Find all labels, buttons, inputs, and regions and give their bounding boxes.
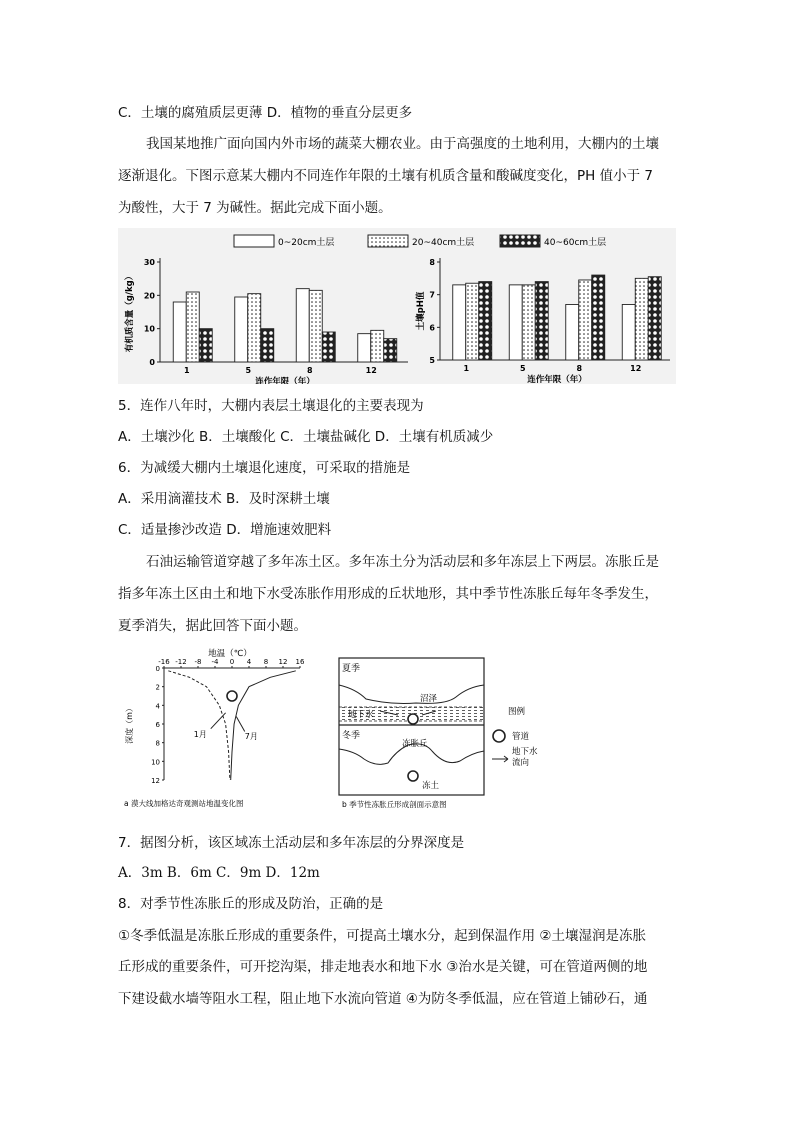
ground-temp-x-tick-label: 8 (263, 658, 269, 666)
figure-soil-charts (118, 228, 676, 384)
ground-temp-pipe-icon (227, 691, 237, 701)
ground-temp-leader-jan (211, 713, 226, 729)
ph-chart-bar (479, 282, 492, 360)
ph-chart-bar (522, 285, 535, 360)
legend-label-20-40: 20~40cm土层 (412, 238, 475, 248)
question-8-line-2: 丘形成的重要条件，可开挖沟渠，排走地表水和地下水 ③治水是关键，可在管道两侧的地 (118, 959, 648, 975)
ground-temp-x-tick-label: -4 (211, 658, 219, 666)
organic-chart-bar (384, 339, 397, 362)
ph-chart-bar (592, 275, 605, 360)
ground-temp-x-tick-label: 16 (295, 658, 305, 666)
legend-flow-label-1: 地下水 (512, 747, 538, 757)
ground-temp-y-tick-label: 10 (151, 758, 160, 767)
ph-chart-bar (453, 285, 466, 360)
ph-chart-x-tick-label: 8 (576, 364, 583, 373)
organic-chart-bar (248, 294, 261, 362)
organic-chart-bar (199, 329, 212, 362)
question-6-options-cd: C．适量掺沙改造 D．增施速效肥料 (118, 522, 332, 538)
organic-chart-y-tick-label: 20 (143, 291, 155, 301)
ground-temp-chart (124, 648, 305, 808)
ph-chart-bar (635, 278, 648, 360)
organic-chart-y-tick-label: 30 (143, 258, 155, 267)
legend-swatch-0-20 (234, 235, 274, 247)
passage-2-line-3: 夏季消失，据此回答下面小题。 (118, 618, 307, 634)
question-5-options: A．土壤沙化 B．土壤酸化 C．土壤盐碱化 D．土壤有机质减少 (118, 429, 494, 445)
ground-temp-x-tick-label: -16 (158, 658, 170, 666)
ph-chart-y-label: 土壤pH值 (416, 291, 426, 331)
passage-1-line-2: 逐渐退化。下图示意某大棚内不同连作年限的土壤有机质含量和酸碱度变化，PH 值小于 7 (118, 168, 653, 184)
organic-chart-bar (261, 329, 274, 362)
organic-chart-bar (371, 330, 384, 362)
organic-chart-bar (309, 290, 322, 362)
ground-temp-caption: a 漠大线加格达奇观测站地温变化图 (124, 799, 244, 808)
legend-label-0-20: 0~20cm土层 (278, 238, 335, 248)
passage-1-line-1: 我国某地推广面向国内外市场的蔬菜大棚农业。由于高强度的土地利用，大棚内的土壤 (146, 136, 659, 152)
ground-temp-series-2 (231, 671, 296, 780)
label-swamp: 沼泽 (420, 694, 438, 704)
passage-1-line-3: 为酸性，大于 7 为碱性。据此完成下面小题。 (118, 200, 392, 216)
question-8-line-3: 下建设截水墙等阻水工程，阻止地下水流向管道 ④为防冬季低温，应在管道上铺砂石，通 (118, 991, 648, 1007)
passage-2-line-2: 指多年冻土区由土和地下水受冻胀作用形成的丘状地形，其中季节性冻胀丘每年冬季发生， (118, 586, 658, 602)
label-frozen-soil: 冻土 (422, 781, 440, 791)
question-5: 5．连作八年时，大棚内表层土壤退化的主要表现为 (118, 398, 424, 414)
label-groundwater: 地下水 (348, 710, 374, 720)
ph-chart-y-tick-label: 6 (429, 323, 435, 333)
ground-temp-x-tick-label: -8 (194, 658, 202, 666)
organic-chart-bar (186, 292, 199, 362)
ground-temp-svg (118, 646, 318, 814)
ground-temp-x-tick-label: 0 (229, 658, 235, 666)
ground-temp-y-tick-label: 0 (155, 665, 160, 673)
question-8: 8．对季节性冻胀丘的形成及防治，正确的是 (118, 896, 384, 912)
ph-chart-bar (566, 304, 579, 360)
organic-chart-bar (358, 334, 371, 362)
organic-chart-x-tick-label: 8 (306, 366, 313, 375)
ph-chart-x-tick-label: 5 (519, 364, 526, 373)
ground-temp-series-1 (168, 671, 230, 780)
question-6-options-ab: A．采用滴灌技术 B．及时深耕土壤 (118, 491, 330, 507)
legend-swatch-20-40 (368, 235, 408, 247)
ground-temp-y-tick-label: 12 (151, 777, 160, 785)
question-8-line-1: ①冬季低温是冻胀丘形成的重要条件，可提高土壤水分，起到保温作用 ②土壤湿润是冻胀 (118, 928, 646, 944)
ground-temp-label-jul: 7月 (244, 731, 258, 741)
organic-chart-x-label: 连作年限（年） (255, 377, 315, 384)
legend-flow-label-2: 流向 (512, 758, 530, 768)
ground-temp-leader-jul (236, 717, 245, 732)
organic-chart-y-tick-label: 0 (149, 358, 155, 367)
organic-chart-x-tick-label: 1 (183, 366, 190, 375)
question-6: 6．为减缓大棚内土壤退化速度，可采取的措施是 (118, 460, 411, 476)
option-line-c-d: C．土壤的腐殖质层更薄 D．植物的垂直分层更多 (118, 105, 413, 121)
legend-swatch-40-60 (500, 235, 540, 247)
frost-mound-svg (336, 655, 566, 813)
organic-chart-x-tick-label: 5 (245, 366, 252, 375)
question-7: 7．据图分析，该区域冻土活动层和多年冻层的分界深度是 (118, 835, 465, 851)
passage-2-line-1: 石油运输管道穿越了多年冻土区。多年冻土分为活动层和多年冻层上下两层。冻胀丘是 (146, 554, 659, 570)
label-frost-mound: 冻胀丘 (402, 739, 428, 749)
legend-pipe-label: 管道 (512, 732, 530, 742)
ph-chart-bar (648, 277, 661, 360)
ph-chart-y-tick-label: 8 (429, 258, 435, 267)
ph-chart-x-tick-label: 1 (463, 364, 470, 373)
legend-label-40-60: 40~60cm土层 (544, 238, 607, 248)
pipe-summer (408, 714, 418, 724)
ph-chart-bar (579, 280, 592, 360)
ground-temp-x-tick-label: 12 (278, 658, 288, 666)
legend-title: 图例 (508, 707, 526, 717)
ph-chart-bar (535, 282, 548, 360)
organic-chart-y-label: 有机质含量（g/kg） (125, 271, 135, 353)
ph-chart-bar (509, 285, 522, 360)
legend-pipe-icon (493, 730, 505, 742)
organic-chart-bar (235, 297, 248, 362)
ground-temp-y-label: 深度（m） (125, 704, 134, 744)
soil-charts-svg (118, 228, 676, 384)
ph-chart-x-tick-label: 12 (630, 364, 642, 373)
organic-chart-bar (173, 302, 186, 362)
ground-temp-y-tick-label: 4 (155, 702, 160, 711)
ground-temp-y-tick-label: 6 (155, 721, 160, 729)
figure-frost-mound (336, 655, 566, 813)
organic-chart-x-tick-label: 12 (365, 366, 377, 375)
ph-chart-x-label: 连作年限（年） (527, 375, 587, 384)
ground-temp-title: 地温（℃） (208, 649, 252, 659)
question-7-options: A．3m B．6m C．9m D．12m (118, 865, 320, 881)
diagram-b-caption: b 季节性冻胀丘形成剖面示意图 (342, 800, 447, 809)
ground-temp-label-jan: 1月 (193, 730, 207, 740)
ph-chart-bar (622, 304, 635, 360)
organic-chart-y-tick-label: 10 (143, 324, 155, 334)
figure-ground-temperature (118, 646, 318, 814)
ph-chart-y-tick-label: 5 (429, 356, 435, 365)
ground-temp-y-tick-label: 2 (155, 683, 160, 692)
organic-chart-bar (296, 289, 309, 362)
ground-temp-y-tick-label: 8 (155, 739, 160, 748)
organic-chart-bar (322, 332, 335, 362)
label-winter: 冬季 (342, 731, 361, 741)
ph-chart-bar (466, 283, 479, 360)
ground-temp-x-tick-label: -12 (175, 658, 187, 666)
pipe-winter (408, 771, 418, 781)
ground-temp-x-tick-label: 4 (246, 658, 252, 666)
ph-chart-y-tick-label: 7 (429, 290, 435, 300)
label-summer: 夏季 (342, 664, 361, 674)
